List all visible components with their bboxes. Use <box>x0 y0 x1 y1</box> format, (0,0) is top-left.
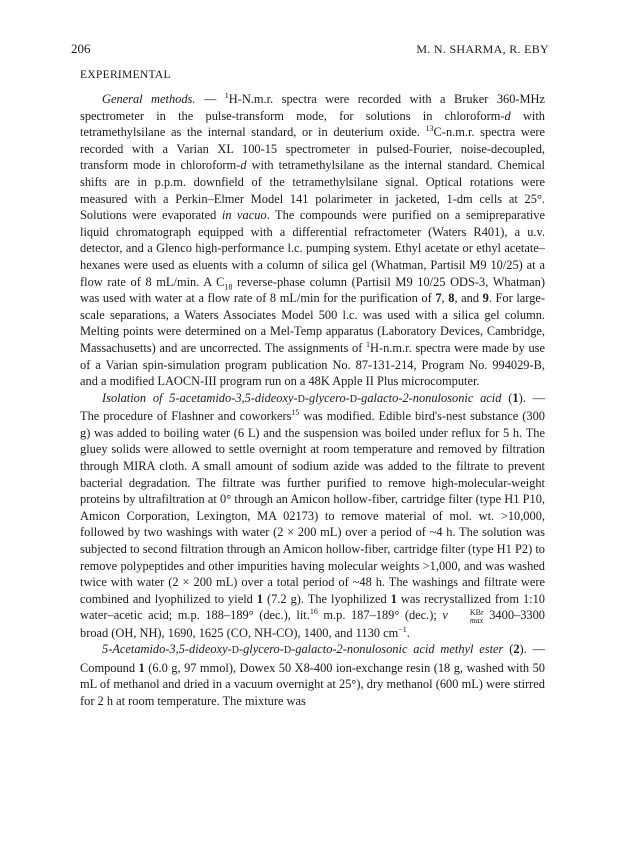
title-run: -glycero- <box>238 642 284 657</box>
text-run: . <box>406 625 410 640</box>
compound-number: 9 <box>482 291 489 306</box>
text-run: H-N.m.r. spectra were recorded with a Bruker 360-MHz spectrometer in the pulse-transform mode, for solutions in chloroform- <box>80 92 545 123</box>
small-caps-d: D <box>231 645 239 657</box>
compound-number: 1 <box>512 390 519 405</box>
page-number: 206 <box>71 41 91 56</box>
superscript: 1 <box>366 339 371 349</box>
title-run: Isolation of 5-acetamido-3,5-dideoxy- <box>102 390 298 405</box>
italic-run: d <box>240 158 247 173</box>
text-run: was modified. Edible bird's-nest substance (300 g) was added to boiling water (6 L) and the suspension was boiled under reflux for 5 h. The gluey solids were allowed to settle overnight at room temperature and removed by filtration through MIRA cloth. A small amount of sodium azide was added to the filtrate to prevent bacterial degradation. The filtrate was further purified to remove high-molecular-weight proteins by ultrafiltration at 0° through an Amicon hollow-fiber, cartridge filter (type H1 P10, Amicon Corporation, Lexington, MA 02173) to remove material of mol. wt. >10,000, followed by two washings with water (2 × 200 mL) over a period of ~4 h. The solution was subjected to second filtration through an Amicon hollow-fiber, cartridge filter (type H1 P2) to remove polypeptides and other impurities having molecular weights >1,000, and was washed twice with water (2 × 200 mL) over a total period of ~48 h. The washings and filtrate were combined and lyophilized to yield <box>80 409 546 606</box>
text-run: reverse-phase column (Partisil M9 10/25 ODS-3, Whatman) was used with water at a flow rate of 8 mL/min for the purification of <box>80 274 546 306</box>
superscript: 13 <box>425 124 434 134</box>
text-run: C-n.m.r. spectra were recorded with a Varian XL 100-15 spectrometer in pulsed-Fourier, noise-decoupled, transform mode in chloroform- <box>80 125 546 173</box>
title-run: 2-nonulosonic acid methyl ester <box>336 642 504 657</box>
text-run: — Compound <box>80 642 545 675</box>
superscript: −1 <box>398 624 407 634</box>
running-head: M. N. SHARMA, R. EBY <box>416 42 549 56</box>
compound-number: 1 <box>390 591 397 606</box>
title-run: -galacto- <box>357 390 403 405</box>
paragraph-isolation <box>80 390 545 641</box>
text-run: with tetramethylsilane as the internal standard, or in deuterium oxide. <box>80 108 545 140</box>
text-run: . For large-scale separations, a Waters Associates Model 500 l.c. was used with a silica gel column. Melting points were determined on a Mel-Temp apparatus (Laboratory Devices, Cambridge, Massachusetts) and are uncorrected. The assignments of <box>80 291 546 355</box>
nu-symbol: ν <box>442 608 448 623</box>
compound-number: 2 <box>513 642 520 657</box>
compound-number: 7 <box>435 291 442 306</box>
title-run: -glycero- <box>304 390 350 405</box>
text-run: (6.0 g, 97 mmol), Dowex 50 X8-400 ion-exchange resin (18 g, washed with 50 mL of methanol and dried in a vacuum overnight at 25°), dry methanol (600 mL) were stirred for 2 h at room temperature. The mixture was <box>80 660 545 708</box>
reference-superscript: 15 <box>291 408 300 418</box>
text-run: . The compounds were purified on a semipreparative liquid chromatograph equipped with a differential refractometer (Waters R401), a u.v. detector, and a Glenco high-performance l.c. pumping system. Ethyl acetate or ethyl acetate–hexanes were used as eluents with a column of silica gel (Whatman, Partisil M9 10/25) at a flow rate of 8 mL/min. A C <box>80 208 545 289</box>
text-run: ). <box>518 390 526 405</box>
text-run: — <box>195 92 225 106</box>
small-caps-d: D <box>283 645 292 657</box>
text-run: ( <box>503 642 514 657</box>
page-header <box>71 41 549 57</box>
small-caps-d: D <box>349 393 358 405</box>
body-text <box>80 91 545 710</box>
paragraph-title <box>102 642 503 656</box>
small-caps-d: D <box>297 393 305 405</box>
italic-run: d <box>504 108 511 123</box>
text-run: , and <box>454 291 483 306</box>
paragraph-methyl-ester <box>80 641 545 709</box>
subscript: 18 <box>224 282 233 291</box>
text-run: — The procedure of Flashner and coworkers <box>80 390 545 424</box>
title-run: 5-Acetamido-3,5-dideoxy- <box>102 642 232 657</box>
text-run: ( <box>501 390 513 405</box>
compound-number: 1 <box>256 591 264 606</box>
reference-superscript: 16 <box>309 607 318 617</box>
text-run: was recrystallized from 1:10 water–acetic acid; m.p. 188–189° (dec.), lit. <box>80 591 545 623</box>
section-heading: EXPERIMENTAL <box>80 69 171 81</box>
text-run: m.p. 187–189° (dec.); <box>317 608 443 623</box>
text-run: 3400–3300 broad (OH, NH), 1690, 1625 (CO, NH-CO), 1400, and 1130 cm <box>80 608 545 640</box>
text-run: H-n.m.r. spectra were made by use of a Varian spin-simulation program publication No. 87-131-214, Program No. 994029-B, and a modified LAOCN-III program run on a 48K Apple II Plus microcomputer. <box>80 340 545 389</box>
italic-run: in vacuo <box>221 208 267 223</box>
title-run: 2-nonulosonic acid <box>402 390 502 405</box>
paragraph-general-methods <box>80 91 545 390</box>
compound-number: 8 <box>448 291 455 306</box>
superscript: KBr <box>469 607 484 617</box>
text-run: (7.2 g). The lyophilized <box>263 591 391 606</box>
superscript: 1 <box>224 90 229 100</box>
text-run: with tetramethylsilane as the internal standard. Chemical shifts are in p.p.m. downfield of the tetramethylsilane signal. Optical rotations were measured with a Perkin–Elmer Model 141 polarimeter in jacketed, 1-dm cells at 25°. Solutions were evaporated <box>80 158 545 223</box>
title-run: -galacto- <box>291 642 337 657</box>
subscript: max <box>469 615 484 625</box>
paragraph-title: General methods. <box>102 92 196 106</box>
paragraph-title <box>102 391 501 405</box>
nu-scripts <box>448 609 484 625</box>
text-run: ). <box>519 642 527 657</box>
text-run: , <box>441 291 449 306</box>
compound-number: 1 <box>138 660 145 675</box>
